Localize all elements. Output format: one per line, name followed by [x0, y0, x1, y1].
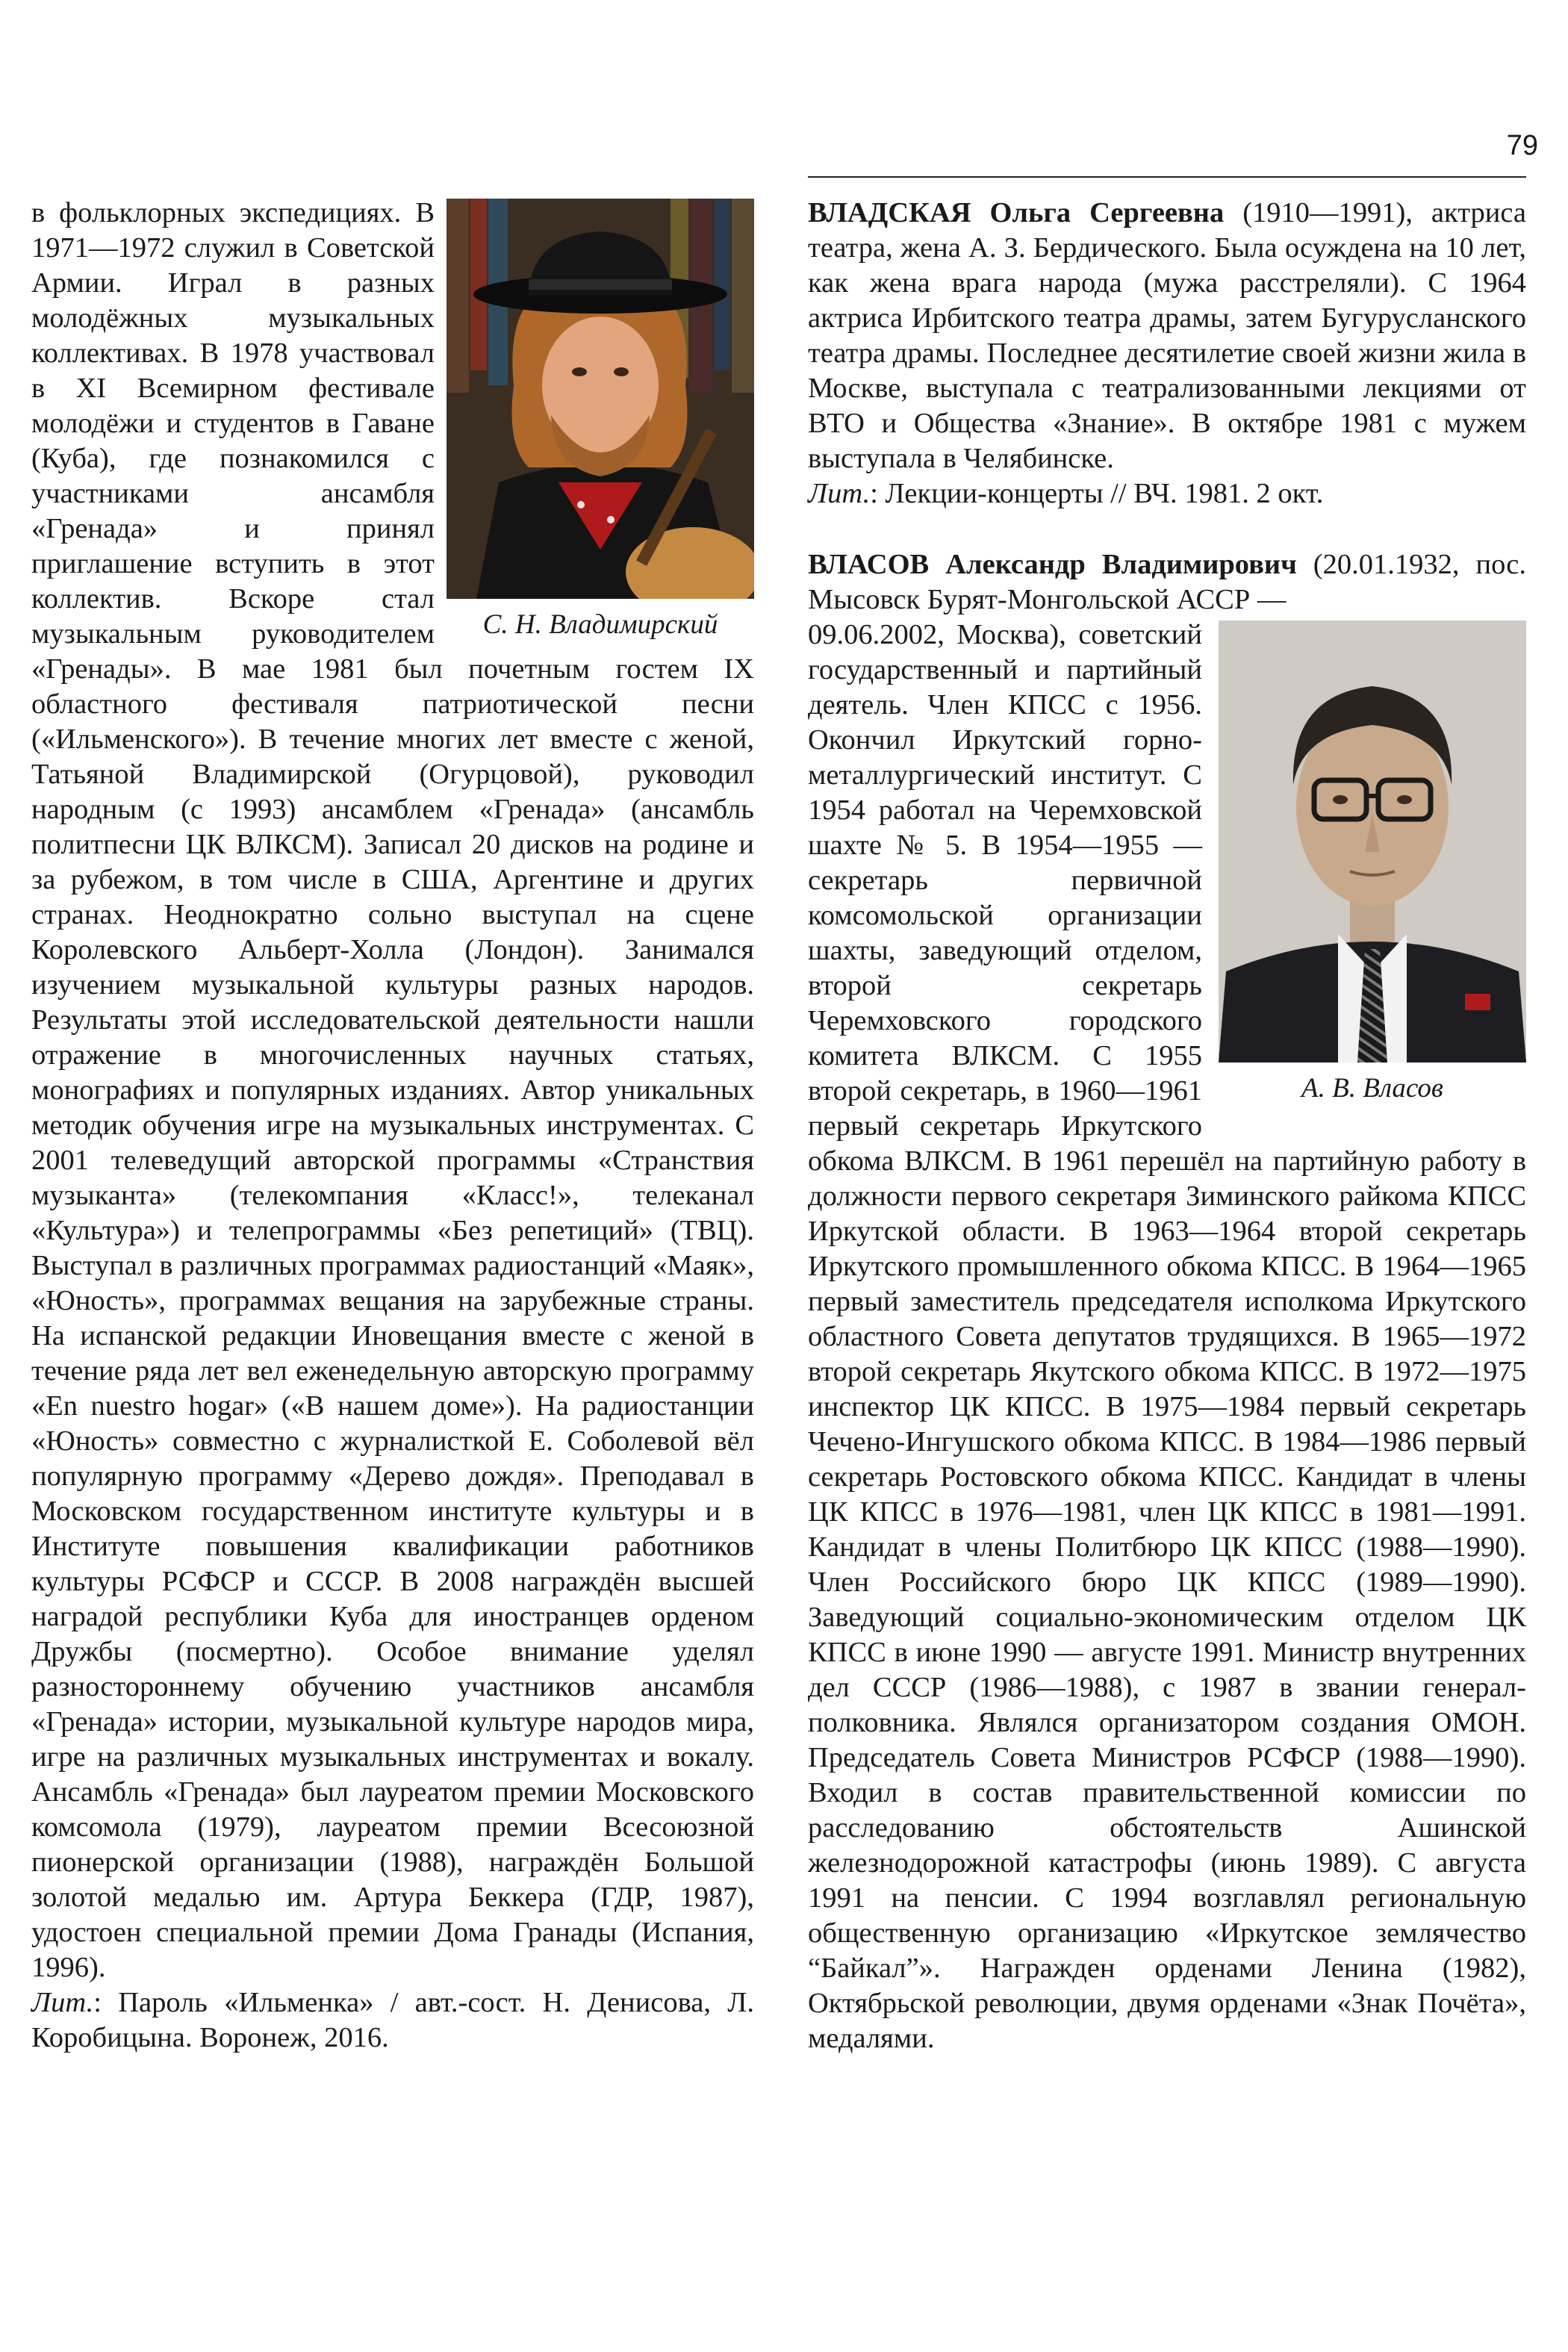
header-rule: [808, 176, 1526, 178]
vladskaya-entry: [808, 196, 1526, 476]
right-column: [808, 196, 1526, 2056]
vladskaya-literature: [808, 476, 1526, 511]
lit-text: : Пароль «Ильменка» / авт.-сост. Н. Денисова, Л. Коробицына. Воронеж, 2016.: [31, 1987, 754, 2053]
entry-gap: [808, 511, 1526, 547]
vlasov-photo-caption: А. В. Власов: [1301, 1073, 1443, 1104]
vladskaya-name: ВЛАДСКАЯ Ольга Сергеевна: [808, 197, 1225, 228]
vladskaya-biography-text: (1910—1991), актриса театра, жена А. З. Бердического. Была осуждена на 10 лет, как жена врага народа (мужа расстреляли). С 1964 актриса Ирбитского театра драмы, затем Бугурусланского театра драмы. Последнее десятилетие своей жизни жила в Москве, выступала с театрализованными лекциями от ВТО и Общества «Знание». В октябре 1981 с мужем выступала в Челябинске.: [808, 197, 1526, 474]
vlasov-heading: [808, 547, 1526, 617]
vlasov-name: ВЛАСОВ Александр Владимирович: [808, 549, 1297, 580]
vladimirsky-biography-text: в фольклорных экспедициях. В 1971—1972 служил в Советской Армии. Играл в разных молодёжных музыкальных коллективах. В 1978 участвовал в XI Всемирном фестивале молодёжи и студентов в Гаване (Куба), где познакомился с участниками ансамбля «Гренада» и принял приглашение вступить в этот коллектив. Вскоре стал музыкальным руководителем «Гренады». В мае 1981 был почетным гостем IX областного фестиваля патриотической песни («Ильменского»). В течение многих лет вместе с женой, Татьяной Владимирской (Огурцовой), руководил народным (с 1993) ансамблем «Гренада» (ансамбль политпесни ЦК ВЛКСМ). Записал 20 дисков на родине и за рубежом, в том числе в США, Аргентине и других странах. Неоднократно сольно выступал на сцене Королевского Альберт-Холла (Лондон). Занимался изучением музыкальной культуры разных народов. Результаты этой исследовательской деятельности нашли отражение в многочисленных научных статьях, монографиях и популярных изданиях. Автор уникальных методик обучения игре на музыкальных инструментах. С 2001 телеведущий авторской программы «Странствия музыканта» (телекомпания «Класс!», телеканал «Культура») и телепрограммы «Без репетиций» (ТВЦ). Выступал в различных программах радиостанций «Маяк», «Юность», программах вещания на зарубежные страны. На испанской редакции Иновещания вместе с женой в течение ряда лет вел еженедельную авторскую программу «En nuestro hogar» («В нашем доме»). На радиостанции «Юность» совместно с журналисткой Е. Соболевой вёл популярную программу «Дерево дождя». Преподавал в Московском государственном институте культуры и в Институте повышения квалификации работников культуры РСФСР и СССР. В 2008 награждён высшей наградой республики Куба для иностранцев орденом Дружбы (посмертно). Особое внимание уделял разностороннему обучению участников ансамбля «Гренада» истории, музыкальной культуре народов мира, игре на различных музыкальных инструментах и вокалу. Ансамбль «Гренада» был лауреатом премии Московского комсомола (1979), лауреатом премии Всесоюзной пионерской организации (1988), награждён Большой золотой медалью им. Артура Беккера (ГДР, 1987), удостоен специальной премии Дома Гранады (Испания, 1996).: [31, 197, 754, 1983]
vladimirsky-photo: [447, 199, 754, 599]
left-column: [31, 196, 754, 2056]
vlasov-photo: [1219, 620, 1526, 1063]
vlasov-dates: (20.01.1932, пос. Мысовск Бурят-Монгольской АССР —: [808, 549, 1526, 615]
vlasov-biography-text: 09.06.2002, Москва), советский государственный и партийный деятель. Член КПСС с 1956. Окончил Иркутский горно-металлургический институт. С 1954 работал на Черемховской шахте № 5. В 1954—1955 — секретарь первичной комсомольской организации шахты, заведующий отделом, второй секретарь Черемховского городского комитета ВЛКСМ. С 1955 второй секретарь, в 1960—1961 первый секретарь Иркутского обкома ВЛКСМ. В 1961 перешёл на партийную работу в должности первого секретаря Зиминского райкома КПСС Иркутской области. В 1963—1964 второй секретарь Иркутского промышленного обкома КПСС. В 1964—1965 первый заместитель председателя исполкома Иркутского областного Совета депутатов трудящихся. В 1965—1972 второй секретарь Якутского обкома КПСС. В 1972—1975 инспектор ЦК КПСС. В 1975—1984 первый секретарь Чечено-Ингушского обкома КПСС. В 1984—1986 первый секретарь Ростовского обкома КПСС. Кандидат в члены ЦК КПСС в 1976—1981, член ЦК КПСС в 1981—1991. Кандидат в члены Политбюро ЦК КПСС (1988—1990). Член Российского бюро ЦК КПСС (1989—1990). Заведующий социально-экономическим отделом ЦК КПСС в июне 1990 — августе 1991. Министр внутренних дел СССР (1986—1988), с 1987 в звании генерал-полковника. Являлся организатором создания ОМОН. Председатель Совета Министров РСФСР (1988—1990). Входил в состав правительственной комиссии по расследованию обстоятельств Ашинской железнодорожной катастрофы (июнь 1989). С августа 1991 на пенсии. С 1994 возглавлял региональную общественную организацию «Иркутское землячество “Байкал”». Награжден орденами Ленина (1982), Октябрьской революции, двумя орденами «Знак Почёта», медалями.: [808, 619, 1526, 2054]
vlasov-photo-figure: [1219, 620, 1526, 1106]
vladimirsky-literature: [31, 1985, 754, 2056]
lit-text: : Лекции-концерты // ВЧ. 1981. 2 окт.: [870, 478, 1324, 509]
vladimirsky-photo-figure: [447, 199, 754, 642]
lit-label: Лит.: [808, 478, 871, 509]
page-number: 79: [1506, 130, 1538, 161]
lit-label: Лит.: [31, 1987, 94, 2018]
vladimirsky-photo-caption: С. Н. Владимирский: [482, 609, 718, 640]
